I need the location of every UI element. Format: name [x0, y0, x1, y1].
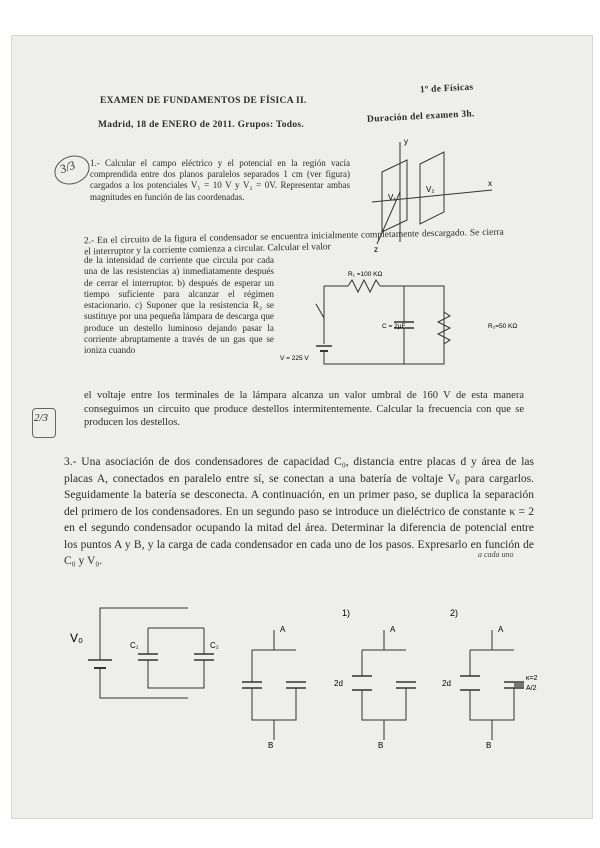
y-axis-label: y: [404, 137, 408, 146]
dielectric-half: [514, 683, 524, 687]
terminal-b-0: B: [268, 741, 274, 750]
q1-grade-note: 3/3: [57, 157, 78, 177]
bottom-wire-0: [252, 688, 296, 720]
v0-label: V₀: [70, 631, 83, 645]
terminal-a-1: A: [390, 625, 396, 634]
q2-grade-note: 2/3: [34, 412, 49, 424]
c1-label: C₁: [130, 641, 139, 650]
v1-label: V₁: [388, 193, 397, 202]
exam-title: EXAMEN DE FUNDAMENTOS DE FÍSICA II.: [100, 96, 307, 106]
battery-wire-bottom: [100, 668, 188, 698]
kappa-label: κ=2: [526, 675, 538, 682]
switch-lever: [316, 304, 324, 318]
two-d-label-1: 2d: [334, 679, 343, 688]
date-line: Madrid, 18 de ENERO de 2011. Grupos: Todos.: [98, 120, 305, 130]
step1-label: 1): [342, 608, 351, 618]
c2-label: C₂: [210, 641, 219, 650]
step2-label: 2): [450, 608, 459, 618]
r1-label: R₁ =100 KΩ: [348, 271, 383, 278]
exam-duration: Duración del examen 3h.: [366, 109, 475, 125]
resistor-r1: [348, 280, 380, 292]
q2-full-text: el voltaje entre los terminales de la lámpara alcanza un valor umbral de 160 V de esta manera conseguimos un circuito que produce destellos intermitentemente. Calcular la frecuencia con que se producen los destellos.: [84, 390, 524, 428]
two-d-label-2: 2d: [442, 679, 451, 688]
capacitance-label: C = 2μF: [382, 323, 406, 330]
terminal-a-2: A: [498, 625, 504, 634]
r2-label: R₂=50 KΩ: [488, 323, 518, 330]
voltage-label: V = 225 V: [280, 355, 309, 362]
battery-wire-top: [100, 608, 188, 660]
bottom-wire-2: [470, 688, 514, 720]
q2-circuit-figure: [276, 256, 546, 386]
q3-text: 3.- Una asociación de dos condensadores de capacidad C₀, distancia entre placas d y área de las placas A, conectados en paralelo entre sí, se conectan a una batería de voltaje V₀ para cargarlos. Seguidamente la batería se desconecta. A continuación, en un primer paso, se duplica la separación del primero de los condensadores. En un segundo paso se introduce un dieléctrico de constante κ = 2 en el segundo condensador ocupando la mitad del área. Determinar la diferencia de potencial entre los puntos A y B, y la carga de cada condensador en cada uno de los pasos. Expresarlo en función de C₀ y V₀.: [64, 456, 534, 567]
half-area-label: A/2: [526, 685, 537, 692]
exam-sheet: [12, 36, 592, 818]
z-axis-label: z: [374, 245, 378, 252]
q1-text: 1.- Calcular el campo eléctrico y el potencial en la región vacía comprendida entre dos planos paralelos separados 1 cm (ver figura) cargados a los potenciales V₁ = 10 V y V₂ = 0V. Representar ambas magnitudes en función de las coordenadas.: [90, 158, 350, 202]
v2-label: V₂: [426, 185, 435, 194]
q3-circuits-figure: [52, 570, 552, 750]
c-parallel-bottom: [148, 660, 204, 688]
q3-handwritten-note: a cada uno: [478, 550, 514, 559]
q2-left-text: de la intensidad de corriente que circula por cada una de las resistencias a) inmediatamente después de cerrar el interruptor. b) después de esperar un tiempo suficiente para alcanzar el régimen estacionario. c) Suponer que la resistencia R₂ se sustituye por una pequeña lámpara de descarga que produce un destello luminoso dejando pasar la corriente abruptamente a través de un gas que se ioniza cuando: [84, 255, 274, 356]
course-label: 1º de Físicas: [419, 82, 474, 96]
terminal-a-0: A: [280, 625, 286, 634]
x-axis-label: x: [488, 179, 492, 188]
terminal-b-1: B: [378, 741, 384, 750]
bottom-wire-1: [362, 688, 406, 720]
q2-intro: 2.- En el circuito de la figura el condensador se encuentra inicialmente completamente descargado. Se cierra el interruptor y la corriente comienza a circular. Calcular el valor: [83, 227, 504, 258]
terminal-b-2: B: [486, 741, 492, 750]
